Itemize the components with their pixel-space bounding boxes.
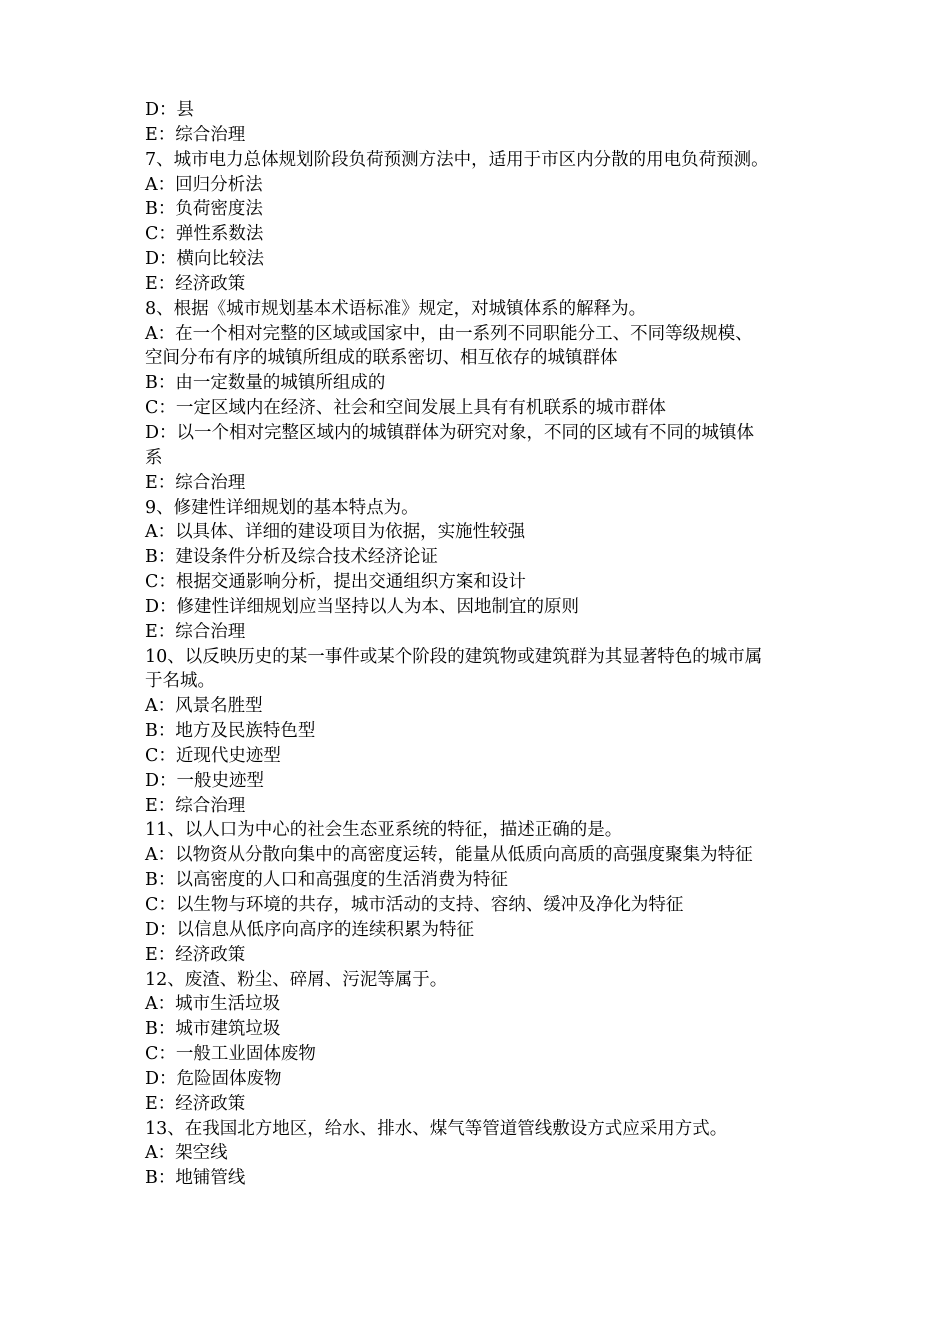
text-line: B：负荷密度法	[145, 199, 263, 220]
text-line: D：横向比较法	[145, 249, 265, 270]
text-line: C：一般工业固体废物	[145, 1044, 316, 1065]
text-line: B：以高密度的人口和高强度的生活消费为特征	[145, 870, 508, 891]
text-line: C：根据交通影响分析，提出交通组织方案和设计	[145, 572, 526, 593]
text-line: 12、废渣、粉尘、碎屑、污泥等属于。	[145, 969, 448, 990]
text-line: D：以一个相对完整区域内的城镇群体为研究对象，不同的区域有不同的城镇体	[145, 422, 755, 443]
text-line: C：一定区域内在经济、社会和空间发展上具有有机联系的城市群体	[145, 398, 666, 419]
text-line: E：经济政策	[145, 273, 246, 294]
text-line: 8、根据《城市规划基本术语标准》规定，对城镇体系的解释为。	[145, 298, 647, 319]
text-line: 空间分布有序的城镇所组成的联系密切、相互依存的城镇群体	[145, 348, 618, 369]
text-line: A：城市生活垃圾	[145, 994, 281, 1015]
text-line: A：风景名胜型	[145, 696, 263, 717]
text-line: E：经济政策	[145, 1093, 246, 1114]
text-line: 于名城。	[145, 671, 215, 692]
text-line: A：在一个相对完整的区域或国家中，由一系列不同职能分工、不同等级规模、	[145, 323, 753, 344]
text-line: E：综合治理	[145, 621, 246, 642]
text-line: B：地方及民族特色型	[145, 721, 316, 742]
text-line: D：修建性详细规划应当坚持以人为本、因地制宜的原则	[145, 596, 580, 617]
text-line: D：以信息从低序向高序的连续积累为特征	[145, 919, 475, 940]
text-line: A：以具体、详细的建设项目为依据，实施性较强	[145, 522, 526, 543]
text-line: C：近现代史迹型	[145, 745, 281, 766]
text-line: 10、以反映历史的某一事件或某个阶段的建筑物或建筑群为其显著特色的城市属	[145, 646, 763, 667]
text-line: B：由一定数量的城镇所组成的	[145, 373, 386, 394]
text-line: 7、城市电力总体规划阶段负荷预测方法中，适用于市区内分散的用电负荷预测。	[145, 149, 769, 170]
text-line: 11、以人口为中心的社会生态亚系统的特征，描述正确的是。	[145, 820, 623, 841]
text-line: E：综合治理	[145, 795, 246, 816]
text-line: B：建设条件分析及综合技术经济论证	[145, 547, 438, 568]
text-line: A：以物资从分散向集中的高密度运转，能量从低质向高质的高强度聚集为特征	[145, 845, 753, 866]
text-line: B：地铺管线	[145, 1168, 246, 1189]
document-text	[145, 98, 825, 1191]
text-line: E：综合治理	[145, 124, 246, 145]
text-line: D：危险固体废物	[145, 1068, 282, 1089]
text-line: D：县	[145, 100, 195, 120]
text-line: C：以生物与环境的共存，城市活动的支持、容纳、缓冲及净化为特征	[145, 895, 684, 915]
text-line: B：城市建筑垃圾	[145, 1019, 281, 1040]
text-line: 系	[145, 447, 163, 468]
text-line: 9、修建性详细规划的基本特点为。	[145, 497, 419, 518]
text-line: A：架空线	[145, 1143, 228, 1164]
text-line: 13、在我国北方地区，给水、排水、煤气等管道管线敷设方式应采用方式。	[145, 1118, 728, 1139]
text-line: A：回归分析法	[145, 174, 263, 195]
text-line: E：经济政策	[145, 944, 246, 965]
text-line: C：弹性系数法	[145, 224, 264, 245]
text-line: D：一般史迹型	[145, 770, 265, 791]
text-line: E：综合治理	[145, 472, 246, 493]
